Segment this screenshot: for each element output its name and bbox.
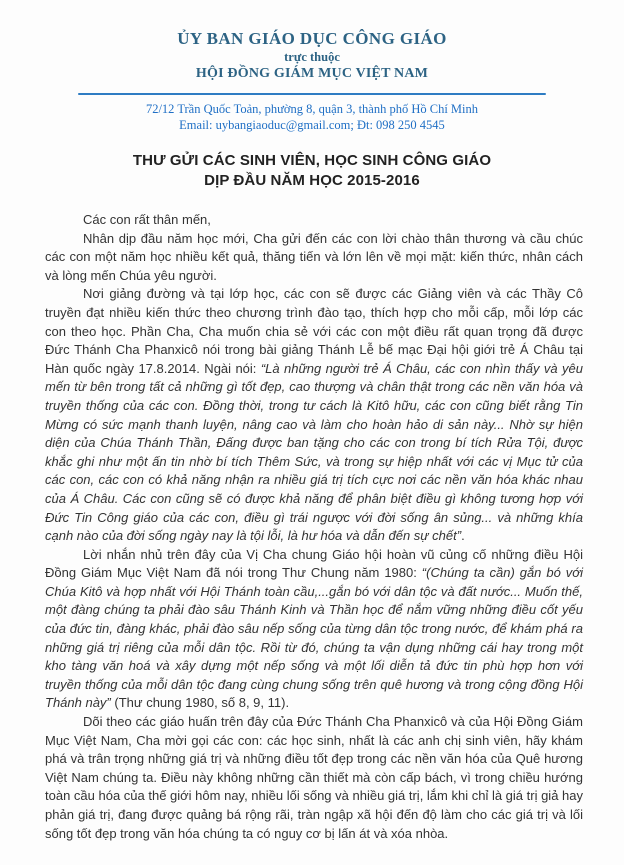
org-name: ỦY BAN GIÁO DỤC CÔNG GIÁO (177, 29, 447, 48)
org-council-name: HỘI ĐỒNG GIÁM MỤC VIỆT NAM (195, 66, 429, 81)
quote-italic-run: “(Chúng ta cần) gắn bó với Chúa Kitô và hợp nhất với Hội Thánh toàn cầu,...gắn bó với dân tộc và đất nước... Muốn thế, một đàng chúng ta phải đào sâu Thánh Kinh và Thần học để nắm vững những điều cốt yếu của đức tin, đàng khác, phải đào sâu nếp sống của từng dân tộc trong nước, để khám phá ra những giá trị riêng của mỗi dân tộc. Rồi từ đó, chúng ta vận dụng những cái hay trong một kho tàng văn hoá và xây dựng một nếp sống và một lối diễn tả đức tin phù hợp hơn với truyền thống của mỗi dân tộc đang cùng chung sống trên quê hương và trong cộng đồng Hội Thánh này” (45, 565, 583, 711)
org-subordination: trực thuộc (284, 50, 340, 64)
paragraph-opening-wishes (45, 230, 583, 286)
letter-title (0, 151, 624, 190)
address-block (0, 102, 624, 133)
letter-body (45, 211, 583, 843)
text-run: Dõi theo các giáo huấn trên đây của Đức Thánh Cha Phanxicô và của Hội Đồng Giám Mục Việt Nam, Cha mời gọi các con: các học sinh, nhất là các anh chị sinh viên, hãy khám phá và trân trọng những giá trị và những điều tốt đẹp trong các nền văn hóa của Quê hương Việt Nam chúng ta. Điều này không những cần thiết mà còn cấp bách, vì trong chiều hướng toàn cầu hóa của thế giới hôm nay, nhiều lối sống và nhiều giá trị, lắm khi chỉ là giá trị giả hay phản giá trị, đang được quảng bá rộng rãi, tràn ngập xã hội đến độ làm cho các giá trị và lối sống tốt đẹp trong văn hóa chúng ta có nguy cơ bị lấn át và xóa nhòa. (45, 714, 583, 841)
address-line: 72/12 Trần Quốc Toản, phường 8, quận 3, thành phố Hồ Chí Minh (145, 102, 479, 116)
text-run: (Thư chung 1980, số 8, 9, 11). (110, 695, 290, 711)
text-run: Nơi giảng đường và tại lớp học, các con sẽ được các Giảng viên và các Thầy Cô truyền đạt nhiều kiến thức theo chương trình đào tạo, thích hợp cho mỗi cấp, mỗi lớp các con theo học. Phần Cha, Cha muốn chia sẻ với các con một điều rất quan trọng đã được Đức Thánh Cha Phanxicô nói trong bài giảng Thánh Lễ bế mạc Đại hội giới trẻ Á Châu tại Hàn quốc ngày 17.8.2014. Ngài nói: (45, 286, 583, 376)
quote-italic-run: “Là những người trẻ Á Châu, các con nhìn thấy và yêu mến từ bên trong tất cả những gì tốt đẹp, cao thượng và chân thật trong các nền văn hóa và truyền thống của các con. Đồng thời, trong tư cách là Kitô hữu, các con cũng biết rằng Tin Mừng có sức mạnh thanh luyện, nâng cao và làm cho hoàn hảo di sản này... Nhờ sự hiện diện của Chúa Thánh Thần, Đấng được ban tặng cho các con trong bí tích Rửa Tội, được khắc ghi như một ấn tin nhờ bí tích Thêm Sức, và trong sự hiệp nhất với các vị Mục tử của các con, các con có khả năng nhận ra nhiều giá trị tích cực nơi các nền văn hóa khác nhau của Á Châu. Các con cũng sẽ có được khả năng để phân biệt điều gì không tương hợp với Đức Tin Công giáo của các con, điều gì trái ngược với đời sống ân sủng... và những khía cạnh nào của đời sống ngày nay là tội lỗi, là hư hóa và dẫn đến sự chết” (45, 360, 583, 544)
text-run: Lời nhắn nhủ trên đây của Vị Cha chung Giáo hội hoàn vũ củng cố những điều Hội Đồng Giám Mục Việt Nam đã nói trong Thư Chung năm 1980: (45, 546, 583, 581)
text-run: Các con rất thân mến, (83, 212, 211, 227)
paragraph-greeting (45, 211, 583, 230)
letter-title-line1: THƯ GỬI CÁC SINH VIÊN, HỌC SINH CÔNG GIÁO (132, 152, 492, 169)
text-run: . (461, 528, 465, 544)
letter-title-line2: DỊP ĐẦU NĂM HỌC 2015-2016 (204, 171, 420, 189)
letterhead (0, 0, 624, 82)
paragraph-pope-quote (45, 285, 583, 545)
paragraph-pastoral-letter-quote (45, 546, 583, 713)
text-run: Nhân dịp đầu năm học mới, Cha gửi đến các con lời chào thân thương và cầu chúc các con một năm học nhiều kết quả, thăng tiến và lớn lên về mọi mặt: kiến thức, nhân cách và lòng mến Chúa yêu người. (45, 230, 583, 283)
contact-line: Email: uybangiaoduc@gmail.com; Đt: 098 250 4545 (179, 117, 445, 132)
header-divider (78, 93, 546, 95)
paragraph-invitation (45, 713, 583, 843)
